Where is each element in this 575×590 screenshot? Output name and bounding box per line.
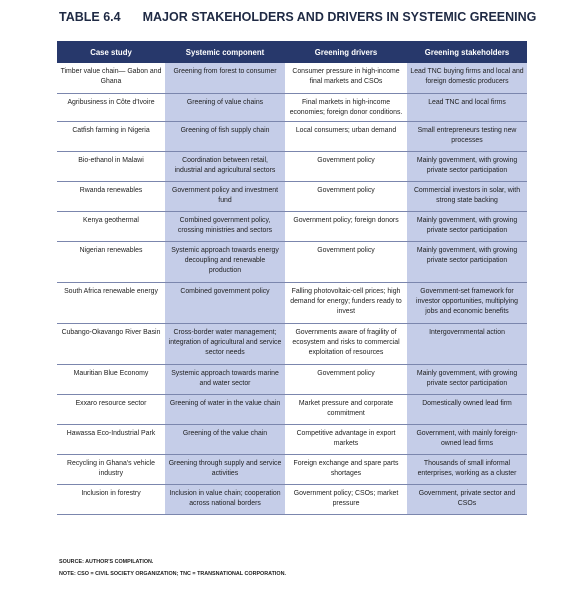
greening-drivers-cell: Foreign exchange and spare parts shortages: [285, 454, 407, 484]
systemic-component-cell: Combined government policy, crossing ministries and sectors: [165, 211, 285, 241]
header-row: [57, 41, 527, 63]
header-greening-drivers: Greening drivers: [285, 41, 407, 63]
systemic-component-cell: Greening from forest to consumer: [165, 63, 285, 93]
greening-stakeholders-cell: Thousands of small informal enterprises, working as a cluster: [407, 454, 527, 484]
case-study-cell: Mauritian Blue Economy: [57, 364, 165, 394]
header-systemic-component: Systemic component: [165, 41, 285, 63]
greening-stakeholders-cell: Small entrepreneurs testing new processes: [407, 121, 527, 151]
greening-stakeholders-cell: Commercial investors in solar, with strong state backing: [407, 181, 527, 211]
case-study-cell: Inclusion in forestry: [57, 484, 165, 514]
greening-stakeholders-cell: Intergovernmental action: [407, 323, 527, 364]
systemic-component-cell: Government policy and investment fund: [165, 181, 285, 211]
greening-drivers-cell: Government policy: [285, 241, 407, 282]
table-notes: [59, 556, 286, 580]
greening-drivers-cell: Government policy: [285, 151, 407, 181]
table-title-text: MAJOR STAKEHOLDERS AND DRIVERS IN SYSTEMIC GREENING: [142, 10, 537, 24]
greening-drivers-cell: Governments aware of fragility of ecosystem and risks to commercial exploitation of resources: [285, 323, 407, 364]
greening-stakeholders-cell: Government-set framework for investor opportunities, multiplying jobs and economic benefits: [407, 282, 527, 323]
greening-stakeholders-cell: Lead TNC and local firms: [407, 93, 527, 121]
greening-drivers-cell: Consumer pressure in high-income final markets and CSOs: [285, 63, 407, 93]
greening-drivers-cell: Government policy: [285, 181, 407, 211]
case-study-cell: Rwanda renewables: [57, 181, 165, 211]
case-study-cell: Agribusiness in Côte d'Ivoire: [57, 93, 165, 121]
greening-stakeholders-cell: Government, with mainly foreign-owned lead firms: [407, 424, 527, 454]
systemic-component-cell: Combined government policy: [165, 282, 285, 323]
greening-drivers-cell: Final markets in high-income economies; foreign donor conditions.: [285, 93, 407, 121]
table-title: [59, 10, 536, 24]
case-study-cell: Nigerian renewables: [57, 241, 165, 282]
systemic-component-cell: Systemic approach towards energy decoupling and renewable production: [165, 241, 285, 282]
greening-stakeholders-cell: Lead TNC buying firms and local and foreign domestic producers: [407, 63, 527, 93]
greening-drivers-cell: Falling photovoltaic-cell prices; high demand for energy; funders ready to invest: [285, 282, 407, 323]
systemic-component-cell: Greening of fish supply chain: [165, 121, 285, 151]
greening-drivers-cell: Market pressure and corporate commitment: [285, 394, 407, 424]
case-study-cell: Catfish farming in Nigeria: [57, 121, 165, 151]
table-row: [57, 241, 527, 282]
source-note: SOURCE: AUTHOR'S COMPILATION.: [59, 559, 154, 565]
table-row: [57, 282, 527, 323]
case-study-cell: Hawassa Eco-Industrial Park: [57, 424, 165, 454]
systemic-component-cell: Greening of water in the value chain: [165, 394, 285, 424]
table-row: [57, 181, 527, 211]
systemic-component-cell: Systemic approach towards marine and water sector: [165, 364, 285, 394]
greening-stakeholders-cell: Mainly government, with growing private sector participation: [407, 151, 527, 181]
greening-drivers-cell: Government policy; CSOs; market pressure: [285, 484, 407, 514]
table-row: [57, 364, 527, 394]
table-number: TABLE 6.4: [59, 10, 121, 24]
case-study-cell: Exxaro resource sector: [57, 394, 165, 424]
greening-drivers-cell: Government policy: [285, 364, 407, 394]
systemic-component-cell: Greening of the value chain: [165, 424, 285, 454]
greening-stakeholders-cell: Mainly government, with growing private sector participation: [407, 241, 527, 282]
greening-drivers-cell: Government policy; foreign donors: [285, 211, 407, 241]
systemic-component-cell: Coordination between retail, industrial and agricultural sectors: [165, 151, 285, 181]
case-study-cell: Recycling in Ghana's vehicle industry: [57, 454, 165, 484]
table-row: [57, 424, 527, 454]
greening-drivers-cell: Competitive advantage in export markets: [285, 424, 407, 454]
header-case-study: Case study: [57, 41, 165, 63]
systemic-component-cell: Greening through supply and service activities: [165, 454, 285, 484]
case-study-cell: Bio-ethanol in Malawi: [57, 151, 165, 181]
table-row: [57, 323, 527, 364]
greening-stakeholders-cell: Domestically owned lead firm: [407, 394, 527, 424]
table-row: [57, 484, 527, 514]
case-study-cell: Kenya geothermal: [57, 211, 165, 241]
table-row: [57, 121, 527, 151]
table-row: [57, 93, 527, 121]
header-greening-stakeholders: Greening stakeholders: [407, 41, 527, 63]
case-study-cell: Timber value chain— Gabon and Ghana: [57, 63, 165, 93]
table-row: [57, 63, 527, 93]
abbreviation-note: NOTE: CSO = CIVIL SOCIETY ORGANIZATION; TNC = TRANSNATIONAL CORPORATION.: [59, 571, 287, 577]
greening-stakeholders-cell: Mainly government, with growing private sector participation: [407, 211, 527, 241]
table-row: [57, 211, 527, 241]
stakeholders-table: [57, 41, 527, 515]
case-study-cell: Cubango-Okavango River Basin: [57, 323, 165, 364]
greening-stakeholders-cell: Mainly government, with growing private sector participation: [407, 364, 527, 394]
systemic-component-cell: Cross-border water management; integration of agricultural and service sector needs: [165, 323, 285, 364]
greening-drivers-cell: Local consumers; urban demand: [285, 121, 407, 151]
systemic-component-cell: Greening of value chains: [165, 93, 285, 121]
table-row: [57, 394, 527, 424]
table-row: [57, 454, 527, 484]
greening-stakeholders-cell: Government, private sector and CSOs: [407, 484, 527, 514]
systemic-component-cell: Inclusion in value chain; cooperation across national borders: [165, 484, 285, 514]
case-study-cell: South Africa renewable energy: [57, 282, 165, 323]
table-row: [57, 151, 527, 181]
